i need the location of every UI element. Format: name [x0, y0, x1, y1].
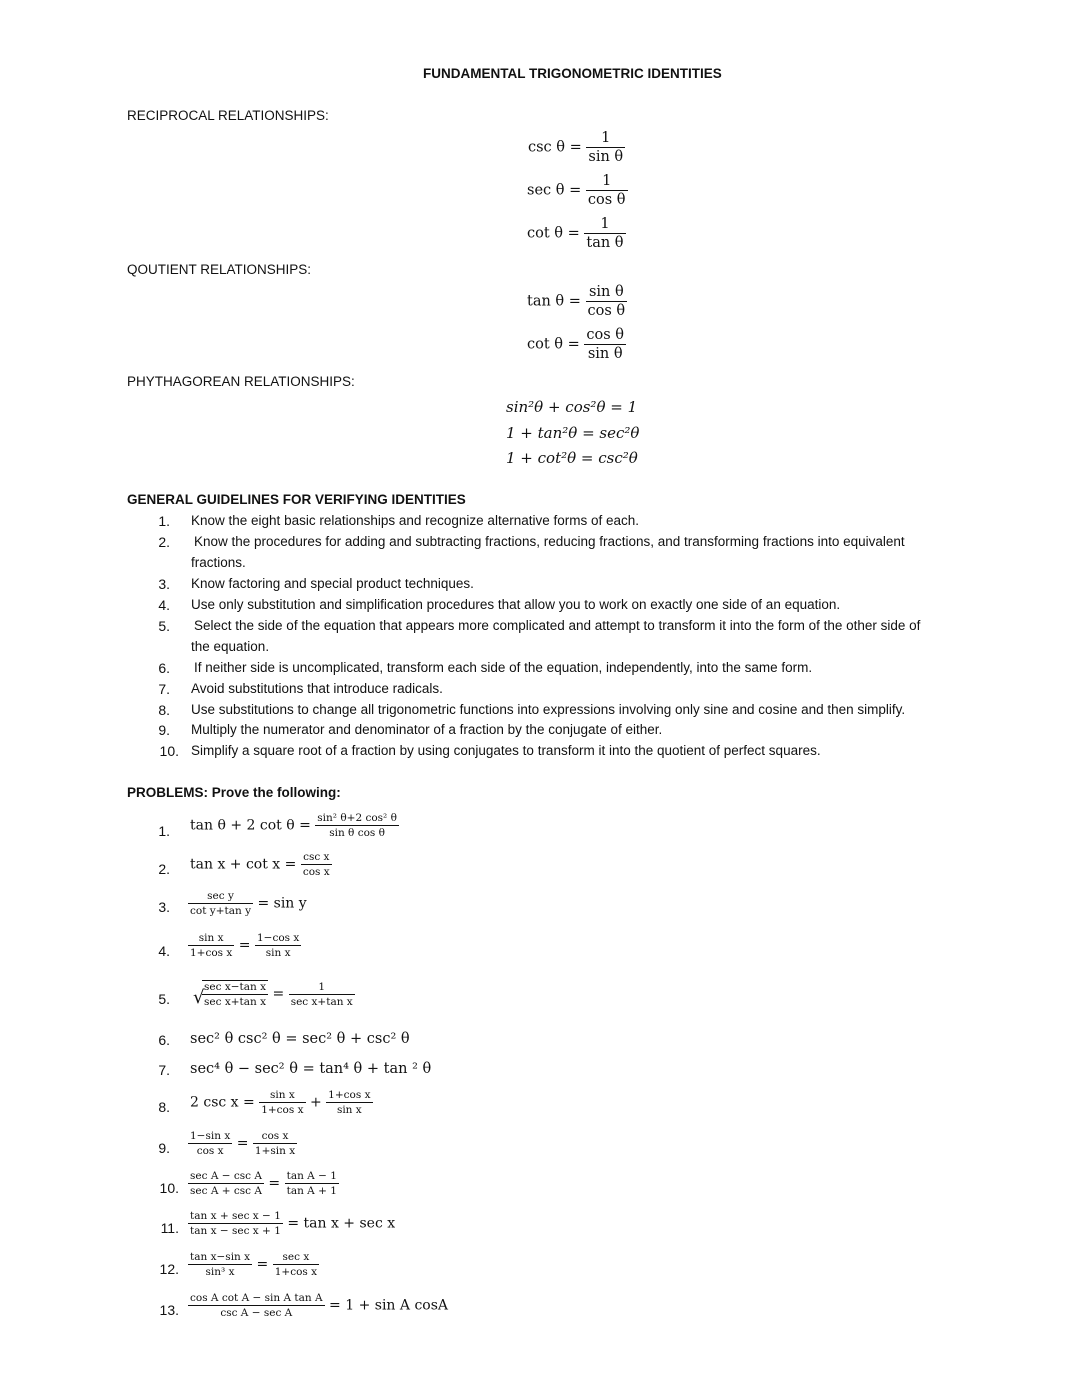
problem-number: 7.: [158, 1062, 170, 1078]
problem-number: 10.: [159, 1180, 179, 1196]
problem-number: 11.: [160, 1220, 179, 1236]
reciprocal-csc: csc θ = $\frac{1}{\text{sin θ}}$: [528, 130, 624, 165]
problem-number: 6.: [158, 1032, 170, 1048]
reciprocal-cot: cot θ = $\frac{1}{\text{tan θ}}$: [527, 216, 624, 251]
problem-11: tan x + sec x − 1 tan x − sec x + 1 = tan x + sec x: [190, 1210, 396, 1237]
guideline-text: Multiply the numerator and denominator of a fraction by the conjugate of either.: [191, 722, 663, 737]
guideline-text-cont: fractions.: [191, 555, 246, 570]
problem-3: sec y cot y+tan y = sin y: [190, 890, 307, 917]
guideline-text-cont: the equation.: [191, 639, 270, 654]
pythagorean-2: 1 + tan²θ = sec²θ: [506, 424, 640, 442]
problem-number: 8.: [158, 1099, 170, 1115]
guideline-number: 5.: [158, 618, 170, 634]
guidelines-heading: GENERAL GUIDELINES FOR VERIFYING IDENTITIES: [127, 492, 466, 507]
guideline-text: Use only substitution and simplification procedures that allow you to work on exactly one side of an equation.: [191, 597, 841, 612]
guideline-number: 6.: [158, 660, 170, 676]
problem-number: 13.: [159, 1302, 179, 1318]
problem-1: tan θ + 2 cot θ = $\frac{\text{sin² θ+2 cos² θ}}{\text{sin θ cos θ}}$: [190, 812, 397, 839]
problem-number: 3.: [158, 899, 170, 915]
guideline-number: 7.: [158, 681, 170, 697]
guideline-text: If neither side is uncomplicated, transform each side of the equation, independently, into the same form.: [194, 660, 813, 675]
quotient-tan: tan θ = $\frac{\text{sin θ}}{\text{cos θ}}$: [527, 284, 626, 319]
problem-10: sec A − csc A sec A + csc A = $\frac{\text{tan A − 1}}{\text{tan A + 1}}$: [190, 1170, 337, 1197]
guideline-number: 2.: [158, 534, 170, 550]
guideline-text: Simplify a square root of a fraction by using conjugates to transform it into the quotient of perfect squares.: [191, 743, 821, 758]
guideline-text: Use substitutions to change all trigonometric functions into expressions involving only sine and cosine and then simplify.: [191, 702, 906, 717]
problem-number: 1.: [158, 823, 170, 839]
problem-12: $\frac{\text{tan x−sin x}}{\text{sin³ x}}$ = sec x 1+cos x: [190, 1251, 318, 1278]
problems-heading: PROBLEMS: Prove the following:: [127, 785, 341, 800]
problem-number: 9.: [158, 1140, 170, 1156]
guideline-text: Avoid substitutions that introduce radicals.: [191, 681, 443, 696]
problem-7: sec⁴ θ − sec² θ = tan⁴ θ + tan ² θ: [190, 1061, 432, 1077]
guideline-text: Know the procedures for adding and subtracting fractions, reducing fractions, and transforming fractions into equivalent: [194, 534, 905, 549]
quotient-heading: QOUTIENT RELATIONSHIPS:: [127, 262, 312, 277]
reciprocal-heading: RECIPROCAL RELATIONSHIPS:: [127, 108, 329, 123]
guideline-number: 1.: [158, 513, 170, 529]
guideline-number: 3.: [158, 576, 170, 592]
guideline-text: Know the eight basic relationships and recognize alternative forms of each.: [191, 513, 640, 528]
guideline-text: Know factoring and special product techniques.: [191, 576, 474, 591]
guideline-number: 4.: [158, 597, 170, 613]
pythagorean-3: 1 + cot²θ = csc²θ: [506, 449, 638, 467]
page-title: FUNDAMENTAL TRIGONOMETRIC IDENTITIES: [423, 66, 722, 81]
guideline-number: 8.: [158, 702, 170, 718]
pythagorean-heading: PHYTHAGOREAN RELATIONSHIPS:: [127, 374, 355, 389]
problem-13: cos A cot A − sin A tan A csc A − sec A = 1 + sin A cosA: [190, 1292, 449, 1319]
problem-4: $\frac{\text{sin x}}{\text{1+cos x}}$ = $\frac{\text{1−cos x}}{\text{sin x}}$: [190, 932, 300, 959]
problem-number: 2.: [158, 861, 170, 877]
problem-number: 12.: [159, 1261, 179, 1277]
quotient-cot: cot θ = $\frac{\text{cos θ}}{\text{sin θ}}$: [527, 327, 625, 362]
guideline-number: 9.: [158, 722, 170, 738]
guideline-text: Select the side of the equation that appears more complicated and attempt to transform it into the form of the other side of: [194, 618, 921, 633]
problem-9: $\frac{\text{1−sin x}}{\text{cos x}}$ = $\frac{\text{cos x}}{\text{1+sin x}}$: [190, 1130, 296, 1157]
reciprocal-sec: sec θ = $\frac{1}{\text{cos θ}}$: [527, 173, 626, 208]
problem-number: 4.: [158, 943, 170, 959]
guideline-number: 10.: [159, 743, 179, 759]
problem-8: 2 csc x = $\frac{\text{sin x}}{\text{1+cos x}}$ + $\frac{\text{1+cos x}}{\text{sin x}}$: [190, 1089, 371, 1116]
pythagorean-1: sin²θ + cos²θ = 1: [506, 398, 638, 416]
problem-6: sec² θ csc² θ = sec² θ + csc² θ: [190, 1031, 410, 1047]
problem-number: 5.: [158, 991, 170, 1007]
problem-5: √ sec x−tan x sec x+tan x = 1 sec x+tan x: [194, 980, 355, 1008]
problem-2: tan x + cot x = csc x cos x: [190, 851, 330, 878]
